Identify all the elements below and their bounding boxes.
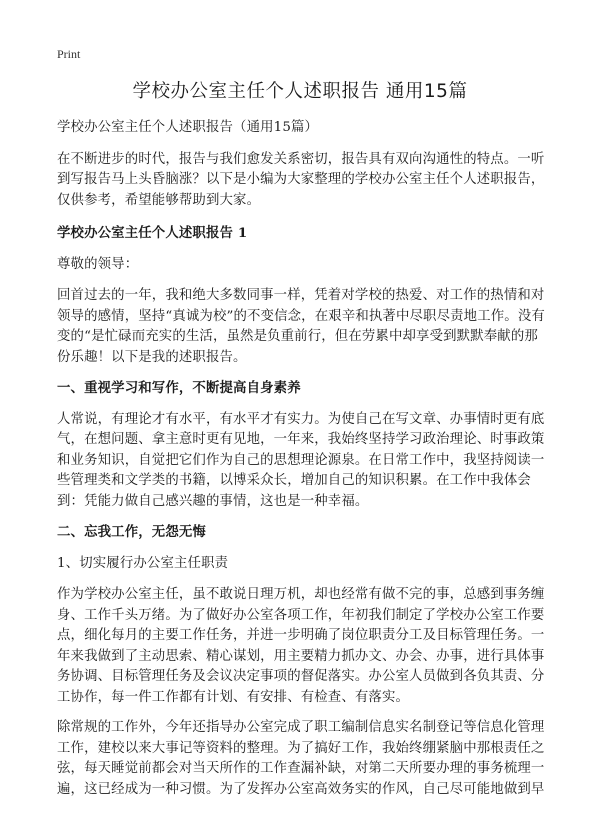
section-2-sub-heading: 1、切实履行办公室主任职责 <box>57 555 229 571</box>
report-heading: 学校办公室主任个人述职报告 1 <box>57 225 248 241</box>
print-label: Print <box>57 47 81 61</box>
intro-paragraph: 在不断进步的时代，报告与我们愈发关系密切，报告具有双向沟通性的特点。一听到写报告马上头昏脑涨？以下是小编为大家整理的学校办公室主任个人述职报告，仅供参考，希望能够帮助到大家。 <box>57 151 545 208</box>
document-subtitle: 学校办公室主任个人述职报告（通用15篇） <box>57 120 319 135</box>
opening-paragraph: 回首过去的一年，我和绝大多数同事一样，凭着对学校的热爱、对工作的热情和对领导的感情，坚持“真诚为校”的不变信念，在艰辛和执著中尽职尽责地工作。没有变的“是忙碌而充实的生活，虽然是负重前行，但在劳累中却享受到默默奉献的那份乐趣！以下是我的述职报告。 <box>57 288 545 365</box>
document-body <box>57 118 547 810</box>
section-2-heading: 二、忘我工作，无怨无悔 <box>57 524 206 540</box>
section-1-heading: 一、重视学习和写作，不断提高自身素养 <box>57 380 301 396</box>
greeting: 尊敬的领导： <box>57 256 139 272</box>
section-2-paragraph-2: 除常规的工作外，今年还指导办公室完成了职工编制信息实名制登记等信息化管理工作，建校以来大事记等资料的整理。为了搞好工作，我始终绷紧脑中那根责任之弦，每天睡觉前都会对当天所作的工作查漏补缺，对第二天所要办理的事务梳理一遍，这已经成为一种习惯。为了发挥办公室高效务实的作风，自己尽可能地做到早 <box>57 720 545 797</box>
document-title: 学校办公室主任个人述职报告 通用15篇 <box>132 81 468 102</box>
section-2-paragraph-1: 作为学校办公室主任，虽不敢说日理万机，却也经常有做不完的事，总感到事务缠身、工作千头万绪。为了做好办公室各项工作，年初我们制定了学校办公室工作要点，细化每月的主要工作任务，并进一步明确了岗位职责分工及目标管理任务。一年来我做到了主动思索、精心谋划，用主要精力抓办文、办会、办事，进行具体事务协调、目标管理任务及会议决定事项的督促落实。办公室人员做到各负其责、分工协作，每一件工作都有计划、有安排、有检查、有落实。 <box>57 587 545 705</box>
section-1-paragraph: 人常说，有理论才有水平，有水平才有实力。为使自己在写文章、办事情时更有底气，在想问题、拿主意时更有见地，一年来，我始终坚持学习政治理论、时事政策和业务知识，自觉把它们作为自己的思想理论源泉。在日常工作中，我坚持阅读一些管理类和文学类的书籍，以博采众长，增加自己的知识积累。在工作中我体会到：凭能力做自己感兴趣的事情，这也是一种幸福。 <box>57 411 545 509</box>
